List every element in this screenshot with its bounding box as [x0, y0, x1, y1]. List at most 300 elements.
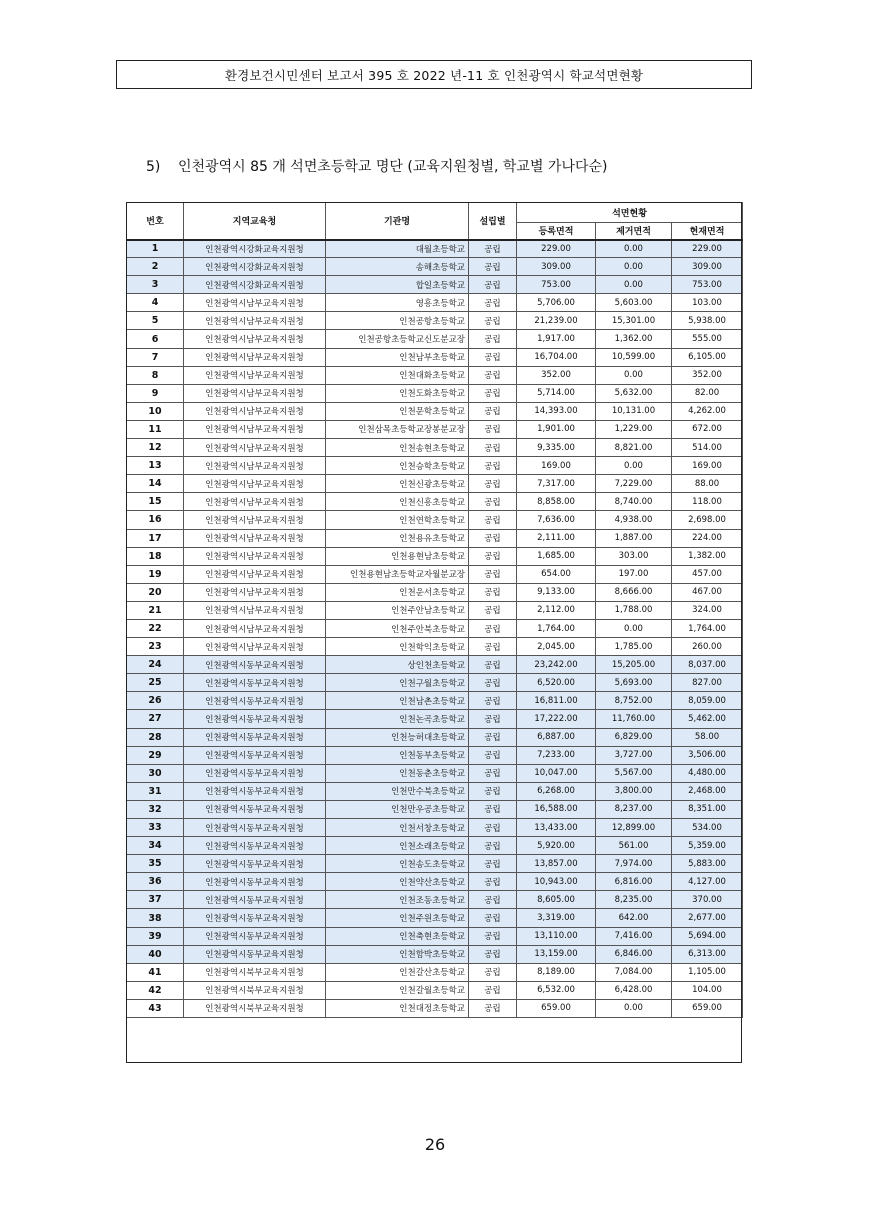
row-current-area: 5,359.00 — [672, 837, 743, 855]
row-number: 16 — [127, 511, 184, 529]
row-removed-area: 4,938.00 — [596, 511, 672, 529]
row-number: 6 — [127, 330, 184, 348]
table-row — [127, 583, 743, 601]
row-number: 29 — [127, 746, 184, 764]
row-current-area: 82.00 — [672, 384, 743, 402]
row-school-name: 인천문학초등학교 — [326, 402, 469, 420]
row-removed-area: 0.00 — [596, 457, 672, 475]
row-number: 5 — [127, 312, 184, 330]
table-row — [127, 999, 743, 1017]
report-header — [116, 60, 752, 89]
row-removed-area: 11,760.00 — [596, 710, 672, 728]
row-school-name: 인천공항초등학교 — [326, 312, 469, 330]
row-current-area: 229.00 — [672, 240, 743, 258]
report-header-text: 환경보건시민센터 보고서 395 호 2022 년-11 호 인천광역시 학교석면현황 — [224, 67, 644, 83]
table-row — [127, 692, 743, 710]
table-row — [127, 366, 743, 384]
table-row — [127, 873, 743, 891]
row-current-area: 118.00 — [672, 493, 743, 511]
row-type: 공립 — [469, 420, 517, 438]
header-current-area: 현재면적 — [672, 223, 743, 240]
row-school-name: 인천삼목초등학교장봉분교장 — [326, 420, 469, 438]
row-school-name: 인천동춘초등학교 — [326, 764, 469, 782]
table-row — [127, 493, 743, 511]
row-current-area: 352.00 — [672, 366, 743, 384]
row-office: 인천광역시남부교육지원청 — [184, 493, 326, 511]
row-type: 공립 — [469, 529, 517, 547]
row-removed-area: 0.00 — [596, 240, 672, 258]
row-school-name: 인천논곡초등학교 — [326, 710, 469, 728]
row-school-name: 인천서창초등학교 — [326, 819, 469, 837]
row-office: 인천광역시남부교육지원청 — [184, 638, 326, 656]
row-current-area: 8,059.00 — [672, 692, 743, 710]
row-office: 인천광역시북부교육지원청 — [184, 963, 326, 981]
row-removed-area: 8,237.00 — [596, 800, 672, 818]
row-office: 인천광역시남부교육지원청 — [184, 312, 326, 330]
table-row — [127, 294, 743, 312]
row-office: 인천광역시남부교육지원청 — [184, 547, 326, 565]
row-school-name: 인천약산초등학교 — [326, 873, 469, 891]
row-registered-area: 352.00 — [517, 366, 596, 384]
row-removed-area: 12,899.00 — [596, 819, 672, 837]
row-school-name: 송해초등학교 — [326, 258, 469, 276]
row-office: 인천광역시강화교육지원청 — [184, 276, 326, 294]
asbestos-school-table — [126, 202, 743, 1018]
row-type: 공립 — [469, 782, 517, 800]
row-removed-area: 6,829.00 — [596, 728, 672, 746]
row-school-name: 인천용현남초등학교자월분교장 — [326, 565, 469, 583]
row-registered-area: 6,520.00 — [517, 674, 596, 692]
row-removed-area: 1,785.00 — [596, 638, 672, 656]
row-removed-area: 8,821.00 — [596, 439, 672, 457]
table-row — [127, 439, 743, 457]
row-type: 공립 — [469, 656, 517, 674]
row-type: 공립 — [469, 457, 517, 475]
row-registered-area: 9,335.00 — [517, 439, 596, 457]
row-current-area: 2,698.00 — [672, 511, 743, 529]
table-row — [127, 728, 743, 746]
row-type: 공립 — [469, 439, 517, 457]
table-row — [127, 764, 743, 782]
row-current-area: 753.00 — [672, 276, 743, 294]
row-office: 인천광역시동부교육지원청 — [184, 819, 326, 837]
row-registered-area: 7,233.00 — [517, 746, 596, 764]
row-office: 인천광역시동부교육지원청 — [184, 782, 326, 800]
row-office: 인천광역시강화교육지원청 — [184, 240, 326, 258]
row-registered-area: 17,222.00 — [517, 710, 596, 728]
row-current-area: 2,677.00 — [672, 909, 743, 927]
row-number: 32 — [127, 800, 184, 818]
row-type: 공립 — [469, 384, 517, 402]
row-type: 공립 — [469, 312, 517, 330]
row-type: 공립 — [469, 873, 517, 891]
row-current-area: 370.00 — [672, 891, 743, 909]
row-office: 인천광역시동부교육지원청 — [184, 891, 326, 909]
row-office: 인천광역시동부교육지원청 — [184, 710, 326, 728]
row-type: 공립 — [469, 981, 517, 999]
row-current-area: 5,694.00 — [672, 927, 743, 945]
row-school-name: 인천조동초등학교 — [326, 891, 469, 909]
table-row — [127, 710, 743, 728]
row-office: 인천광역시동부교육지원청 — [184, 746, 326, 764]
row-type: 공립 — [469, 692, 517, 710]
row-current-area: 4,262.00 — [672, 402, 743, 420]
row-office: 인천광역시남부교육지원청 — [184, 529, 326, 547]
table-row — [127, 529, 743, 547]
row-type: 공립 — [469, 746, 517, 764]
row-number: 3 — [127, 276, 184, 294]
header-removed-area: 제거면적 — [596, 223, 672, 240]
row-office: 인천광역시남부교육지원청 — [184, 402, 326, 420]
row-type: 공립 — [469, 710, 517, 728]
row-current-area: 1,105.00 — [672, 963, 743, 981]
row-type: 공립 — [469, 927, 517, 945]
row-school-name: 인천축현초등학교 — [326, 927, 469, 945]
row-registered-area: 7,317.00 — [517, 475, 596, 493]
row-number: 7 — [127, 348, 184, 366]
table-row — [127, 981, 743, 999]
row-current-area: 4,127.00 — [672, 873, 743, 891]
row-current-area: 169.00 — [672, 457, 743, 475]
row-current-area: 224.00 — [672, 529, 743, 547]
row-number: 15 — [127, 493, 184, 511]
row-current-area: 4,480.00 — [672, 764, 743, 782]
row-registered-area: 3,319.00 — [517, 909, 596, 927]
table-row — [127, 348, 743, 366]
row-current-area: 467.00 — [672, 583, 743, 601]
row-office: 인천광역시동부교육지원청 — [184, 674, 326, 692]
row-current-area: 659.00 — [672, 999, 743, 1017]
row-office: 인천광역시동부교육지원청 — [184, 656, 326, 674]
header-registered-area: 등록면적 — [517, 223, 596, 240]
row-registered-area: 16,704.00 — [517, 348, 596, 366]
row-registered-area: 23,242.00 — [517, 656, 596, 674]
row-number: 41 — [127, 963, 184, 981]
row-office: 인천광역시남부교육지원청 — [184, 384, 326, 402]
row-school-name: 인천대정초등학교 — [326, 999, 469, 1017]
row-removed-area: 3,800.00 — [596, 782, 672, 800]
row-school-name: 인천신광초등학교 — [326, 475, 469, 493]
row-registered-area: 5,920.00 — [517, 837, 596, 855]
row-office: 인천광역시남부교육지원청 — [184, 439, 326, 457]
row-removed-area: 7,974.00 — [596, 855, 672, 873]
row-office: 인천광역시동부교육지원청 — [184, 873, 326, 891]
row-type: 공립 — [469, 728, 517, 746]
row-registered-area: 654.00 — [517, 565, 596, 583]
row-registered-area: 8,189.00 — [517, 963, 596, 981]
row-number: 12 — [127, 439, 184, 457]
row-office: 인천광역시남부교육지원청 — [184, 475, 326, 493]
row-school-name: 인천갈산초등학교 — [326, 963, 469, 981]
row-type: 공립 — [469, 909, 517, 927]
row-removed-area: 3,727.00 — [596, 746, 672, 764]
row-removed-area: 6,816.00 — [596, 873, 672, 891]
section-number: 5) — [146, 159, 161, 175]
row-number: 28 — [127, 728, 184, 746]
row-registered-area: 8,858.00 — [517, 493, 596, 511]
row-office: 인천광역시동부교육지원청 — [184, 764, 326, 782]
row-office: 인천광역시남부교육지원청 — [184, 601, 326, 619]
row-current-area: 103.00 — [672, 294, 743, 312]
row-school-name: 인천운서초등학교 — [326, 583, 469, 601]
row-registered-area: 14,393.00 — [517, 402, 596, 420]
row-school-name: 인천능허대초등학교 — [326, 728, 469, 746]
row-school-name: 인천승학초등학교 — [326, 457, 469, 475]
row-registered-area: 309.00 — [517, 258, 596, 276]
row-type: 공립 — [469, 764, 517, 782]
row-office: 인천광역시북부교육지원청 — [184, 999, 326, 1017]
row-school-name: 인천도화초등학교 — [326, 384, 469, 402]
table-row — [127, 837, 743, 855]
row-registered-area: 1,685.00 — [517, 547, 596, 565]
row-number: 37 — [127, 891, 184, 909]
row-type: 공립 — [469, 674, 517, 692]
row-number: 30 — [127, 764, 184, 782]
table-row — [127, 746, 743, 764]
row-current-area: 309.00 — [672, 258, 743, 276]
row-removed-area: 7,084.00 — [596, 963, 672, 981]
row-office: 인천광역시동부교육지원청 — [184, 692, 326, 710]
row-number: 2 — [127, 258, 184, 276]
row-school-name: 인천연학초등학교 — [326, 511, 469, 529]
row-current-area: 6,313.00 — [672, 945, 743, 963]
table-row — [127, 638, 743, 656]
row-removed-area: 15,301.00 — [596, 312, 672, 330]
row-registered-area: 10,047.00 — [517, 764, 596, 782]
row-current-area: 8,351.00 — [672, 800, 743, 818]
row-type: 공립 — [469, 583, 517, 601]
row-number: 34 — [127, 837, 184, 855]
row-number: 31 — [127, 782, 184, 800]
row-removed-area: 303.00 — [596, 547, 672, 565]
row-number: 19 — [127, 565, 184, 583]
row-current-area: 5,462.00 — [672, 710, 743, 728]
row-office: 인천광역시남부교육지원청 — [184, 366, 326, 384]
table-row — [127, 402, 743, 420]
row-removed-area: 8,666.00 — [596, 583, 672, 601]
row-removed-area: 6,846.00 — [596, 945, 672, 963]
row-office: 인천광역시동부교육지원청 — [184, 855, 326, 873]
row-school-name: 인천남부초등학교 — [326, 348, 469, 366]
row-office: 인천광역시동부교육지원청 — [184, 800, 326, 818]
row-removed-area: 7,416.00 — [596, 927, 672, 945]
row-school-name: 인천동부초등학교 — [326, 746, 469, 764]
row-registered-area: 753.00 — [517, 276, 596, 294]
row-current-area: 8,037.00 — [672, 656, 743, 674]
row-current-area: 672.00 — [672, 420, 743, 438]
row-registered-area: 2,112.00 — [517, 601, 596, 619]
row-number: 26 — [127, 692, 184, 710]
row-type: 공립 — [469, 475, 517, 493]
row-removed-area: 6,428.00 — [596, 981, 672, 999]
row-type: 공립 — [469, 240, 517, 258]
row-number: 17 — [127, 529, 184, 547]
row-type: 공립 — [469, 891, 517, 909]
row-removed-area: 1,362.00 — [596, 330, 672, 348]
row-type: 공립 — [469, 276, 517, 294]
row-current-area: 555.00 — [672, 330, 743, 348]
row-registered-area: 169.00 — [517, 457, 596, 475]
row-removed-area: 5,567.00 — [596, 764, 672, 782]
table-row — [127, 276, 743, 294]
row-type: 공립 — [469, 366, 517, 384]
row-office: 인천광역시동부교육지원청 — [184, 837, 326, 855]
row-office: 인천광역시강화교육지원청 — [184, 258, 326, 276]
row-type: 공립 — [469, 999, 517, 1017]
row-number: 18 — [127, 547, 184, 565]
row-registered-area: 13,110.00 — [517, 927, 596, 945]
header-office: 지역교육청 — [184, 203, 326, 240]
row-current-area: 457.00 — [672, 565, 743, 583]
row-school-name: 상인천초등학교 — [326, 656, 469, 674]
row-registered-area: 8,605.00 — [517, 891, 596, 909]
row-number: 24 — [127, 656, 184, 674]
row-school-name: 인천주안남초등학교 — [326, 601, 469, 619]
row-registered-area: 1,901.00 — [517, 420, 596, 438]
row-registered-area: 229.00 — [517, 240, 596, 258]
row-number: 1 — [127, 240, 184, 258]
row-current-area: 58.00 — [672, 728, 743, 746]
row-number: 27 — [127, 710, 184, 728]
row-number: 40 — [127, 945, 184, 963]
row-office: 인천광역시남부교육지원청 — [184, 619, 326, 637]
table-row — [127, 819, 743, 837]
header-type: 설립별 — [469, 203, 517, 240]
row-removed-area: 0.00 — [596, 258, 672, 276]
row-removed-area: 5,632.00 — [596, 384, 672, 402]
row-office: 인천광역시동부교육지원청 — [184, 945, 326, 963]
row-type: 공립 — [469, 619, 517, 637]
header-school: 기관명 — [326, 203, 469, 240]
row-type: 공립 — [469, 963, 517, 981]
row-removed-area: 7,229.00 — [596, 475, 672, 493]
table-row — [127, 601, 743, 619]
row-office: 인천광역시남부교육지원청 — [184, 511, 326, 529]
row-removed-area: 10,131.00 — [596, 402, 672, 420]
row-school-name: 인천함박초등학교 — [326, 945, 469, 963]
row-office: 인천광역시남부교육지원청 — [184, 294, 326, 312]
row-type: 공립 — [469, 493, 517, 511]
row-school-name: 인천대화초등학교 — [326, 366, 469, 384]
row-type: 공립 — [469, 945, 517, 963]
table-row — [127, 656, 743, 674]
row-office: 인천광역시남부교육지원청 — [184, 330, 326, 348]
row-type: 공립 — [469, 855, 517, 873]
row-current-area: 5,883.00 — [672, 855, 743, 873]
row-removed-area: 8,235.00 — [596, 891, 672, 909]
row-current-area: 1,764.00 — [672, 619, 743, 637]
row-removed-area: 642.00 — [596, 909, 672, 927]
row-registered-area: 7,636.00 — [517, 511, 596, 529]
table-row — [127, 384, 743, 402]
row-removed-area: 1,229.00 — [596, 420, 672, 438]
header-asbestos-status: 석면현황 — [517, 203, 743, 223]
row-type: 공립 — [469, 819, 517, 837]
row-school-name: 인천구월초등학교 — [326, 674, 469, 692]
table-row — [127, 619, 743, 637]
row-type: 공립 — [469, 547, 517, 565]
row-current-area: 6,105.00 — [672, 348, 743, 366]
row-type: 공립 — [469, 638, 517, 656]
row-number: 10 — [127, 402, 184, 420]
header-no: 번호 — [127, 203, 184, 240]
row-removed-area: 15,205.00 — [596, 656, 672, 674]
row-number: 23 — [127, 638, 184, 656]
row-office: 인천광역시남부교육지원청 — [184, 457, 326, 475]
row-school-name: 인천공항초등학교신도분교장 — [326, 330, 469, 348]
table-row — [127, 891, 743, 909]
row-current-area: 514.00 — [672, 439, 743, 457]
row-removed-area: 5,603.00 — [596, 294, 672, 312]
row-registered-area: 659.00 — [517, 999, 596, 1017]
row-registered-area: 16,811.00 — [517, 692, 596, 710]
row-number: 20 — [127, 583, 184, 601]
row-office: 인천광역시남부교육지원청 — [184, 565, 326, 583]
table-row — [127, 330, 743, 348]
row-removed-area: 561.00 — [596, 837, 672, 855]
row-registered-area: 6,532.00 — [517, 981, 596, 999]
table-row — [127, 547, 743, 565]
row-school-name: 인천주안북초등학교 — [326, 619, 469, 637]
row-removed-area: 0.00 — [596, 999, 672, 1017]
row-number: 13 — [127, 457, 184, 475]
row-school-name: 대월초등학교 — [326, 240, 469, 258]
row-school-name: 영흥초등학교 — [326, 294, 469, 312]
row-current-area: 88.00 — [672, 475, 743, 493]
row-type: 공립 — [469, 800, 517, 818]
row-number: 43 — [127, 999, 184, 1017]
table-row — [127, 511, 743, 529]
row-office: 인천광역시남부교육지원청 — [184, 420, 326, 438]
row-current-area: 3,506.00 — [672, 746, 743, 764]
row-school-name: 인천학익초등학교 — [326, 638, 469, 656]
row-registered-area: 1,917.00 — [517, 330, 596, 348]
row-office: 인천광역시동부교육지원청 — [184, 927, 326, 945]
table-row — [127, 312, 743, 330]
table-body — [127, 240, 743, 1018]
row-removed-area: 1,788.00 — [596, 601, 672, 619]
row-type: 공립 — [469, 258, 517, 276]
row-registered-area: 1,764.00 — [517, 619, 596, 637]
row-removed-area: 1,887.00 — [596, 529, 672, 547]
row-number: 42 — [127, 981, 184, 999]
row-current-area: 260.00 — [672, 638, 743, 656]
row-office: 인천광역시남부교육지원청 — [184, 348, 326, 366]
row-number: 39 — [127, 927, 184, 945]
row-number: 21 — [127, 601, 184, 619]
row-removed-area: 197.00 — [596, 565, 672, 583]
row-type: 공립 — [469, 511, 517, 529]
row-school-name: 인천만수북초등학교 — [326, 782, 469, 800]
row-current-area: 2,468.00 — [672, 782, 743, 800]
table-row — [127, 240, 743, 258]
row-removed-area: 0.00 — [596, 276, 672, 294]
row-school-name: 인천소래초등학교 — [326, 837, 469, 855]
row-removed-area: 0.00 — [596, 619, 672, 637]
row-current-area: 324.00 — [672, 601, 743, 619]
row-number: 11 — [127, 420, 184, 438]
row-school-name: 인천남촌초등학교 — [326, 692, 469, 710]
row-number: 22 — [127, 619, 184, 637]
row-registered-area: 13,857.00 — [517, 855, 596, 873]
row-registered-area: 13,433.00 — [517, 819, 596, 837]
row-number: 25 — [127, 674, 184, 692]
row-type: 공립 — [469, 402, 517, 420]
row-number: 33 — [127, 819, 184, 837]
row-registered-area: 10,943.00 — [517, 873, 596, 891]
row-registered-area: 5,706.00 — [517, 294, 596, 312]
row-type: 공립 — [469, 294, 517, 312]
